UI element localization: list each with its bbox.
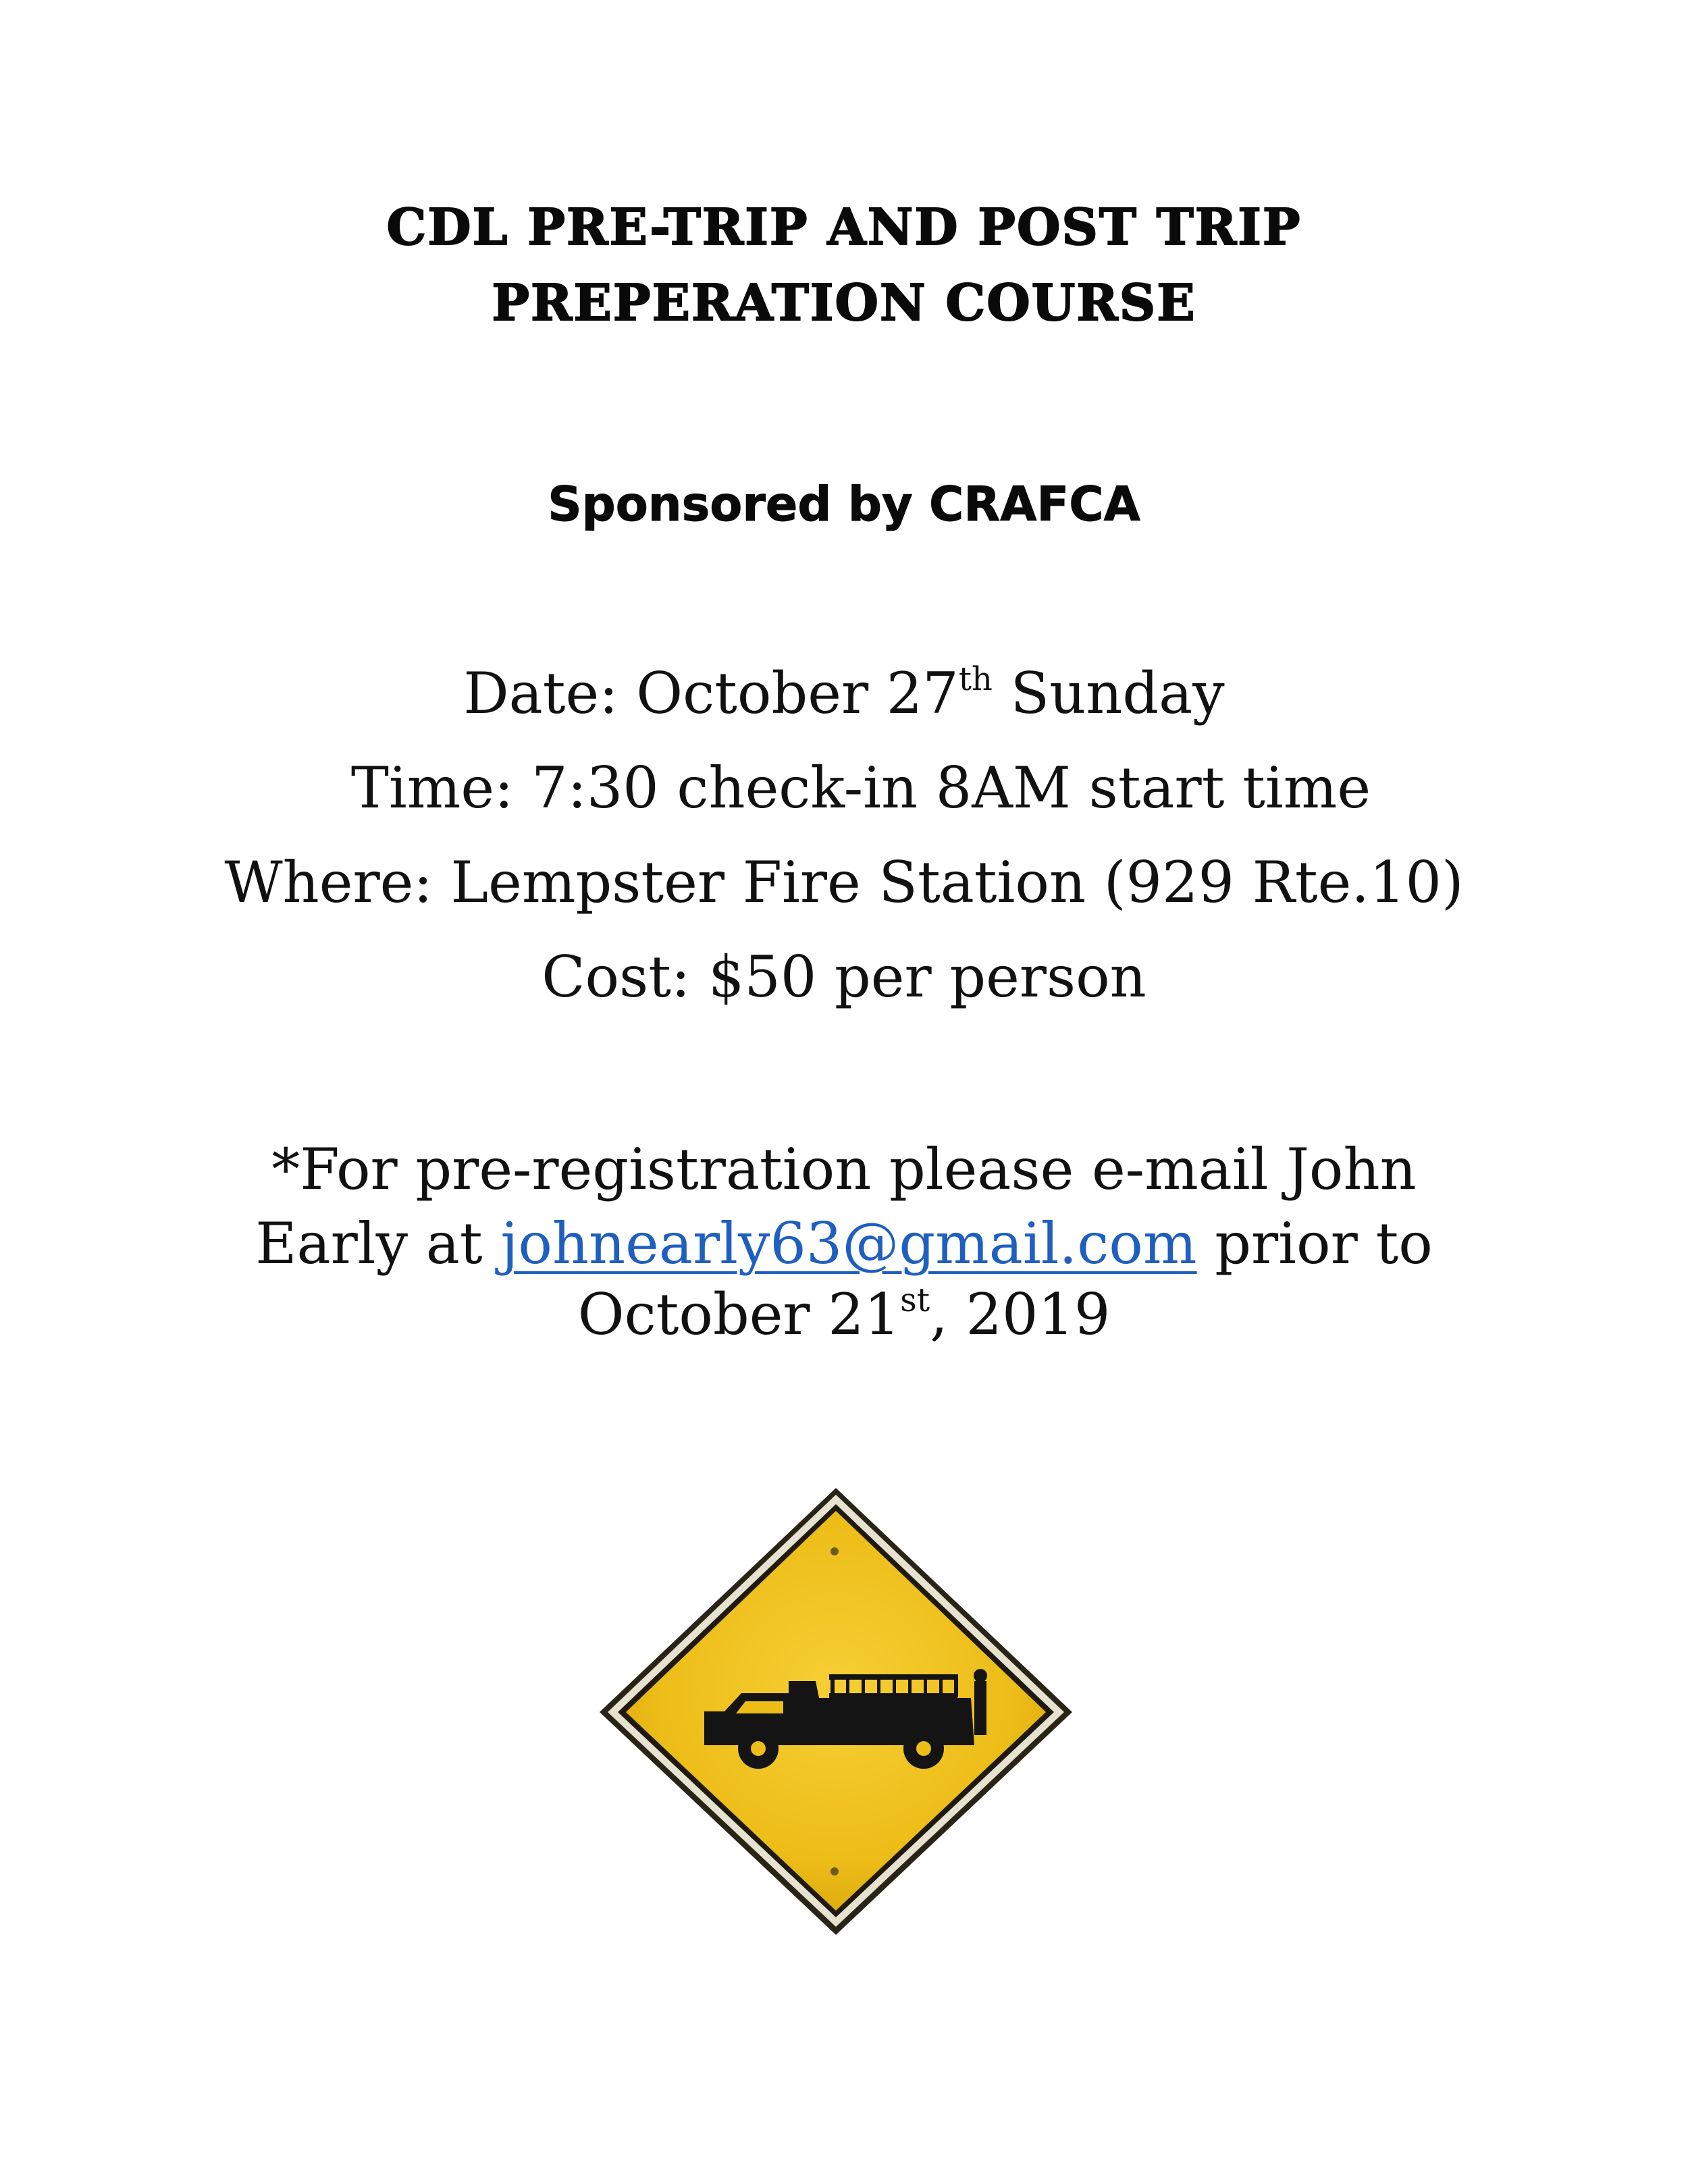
registration-line-1: *For pre-registration please e-mail John: [271, 1136, 1417, 1202]
title-line-1: CDL PRE-TRIP AND POST TRIP: [386, 198, 1302, 257]
date-prefix: Date: October 27: [463, 660, 959, 726]
time-line: Time: 7:30 check-in 8AM start time: [350, 755, 1371, 821]
deadline-prefix: October 21: [577, 1281, 901, 1348]
date-ordinal: th: [958, 660, 993, 698]
title-line-2: PREPERATION COURSE: [492, 274, 1196, 332]
fire-truck-sign-icon: [586, 1479, 1086, 1944]
registration-prefix: Early at: [255, 1210, 501, 1277]
registration-suffix: prior to: [1196, 1210, 1433, 1277]
deadline-ordinal: st: [900, 1281, 930, 1319]
email-link[interactable]: johnearly63@gmail.com: [500, 1210, 1197, 1277]
where-line: Where: Lempster Fire Station (929 Rte.10): [224, 849, 1464, 915]
registration-line-2: [0, 1210, 1688, 1277]
cost-line: Cost: $50 per person: [542, 944, 1146, 1010]
sponsor-text: Sponsored by CRAFCA: [548, 477, 1140, 532]
deadline-year: , 2019: [930, 1281, 1111, 1348]
registration-line-3: [0, 1281, 1688, 1348]
date-weekday: Sunday: [992, 660, 1225, 726]
date-line: [0, 660, 1688, 726]
